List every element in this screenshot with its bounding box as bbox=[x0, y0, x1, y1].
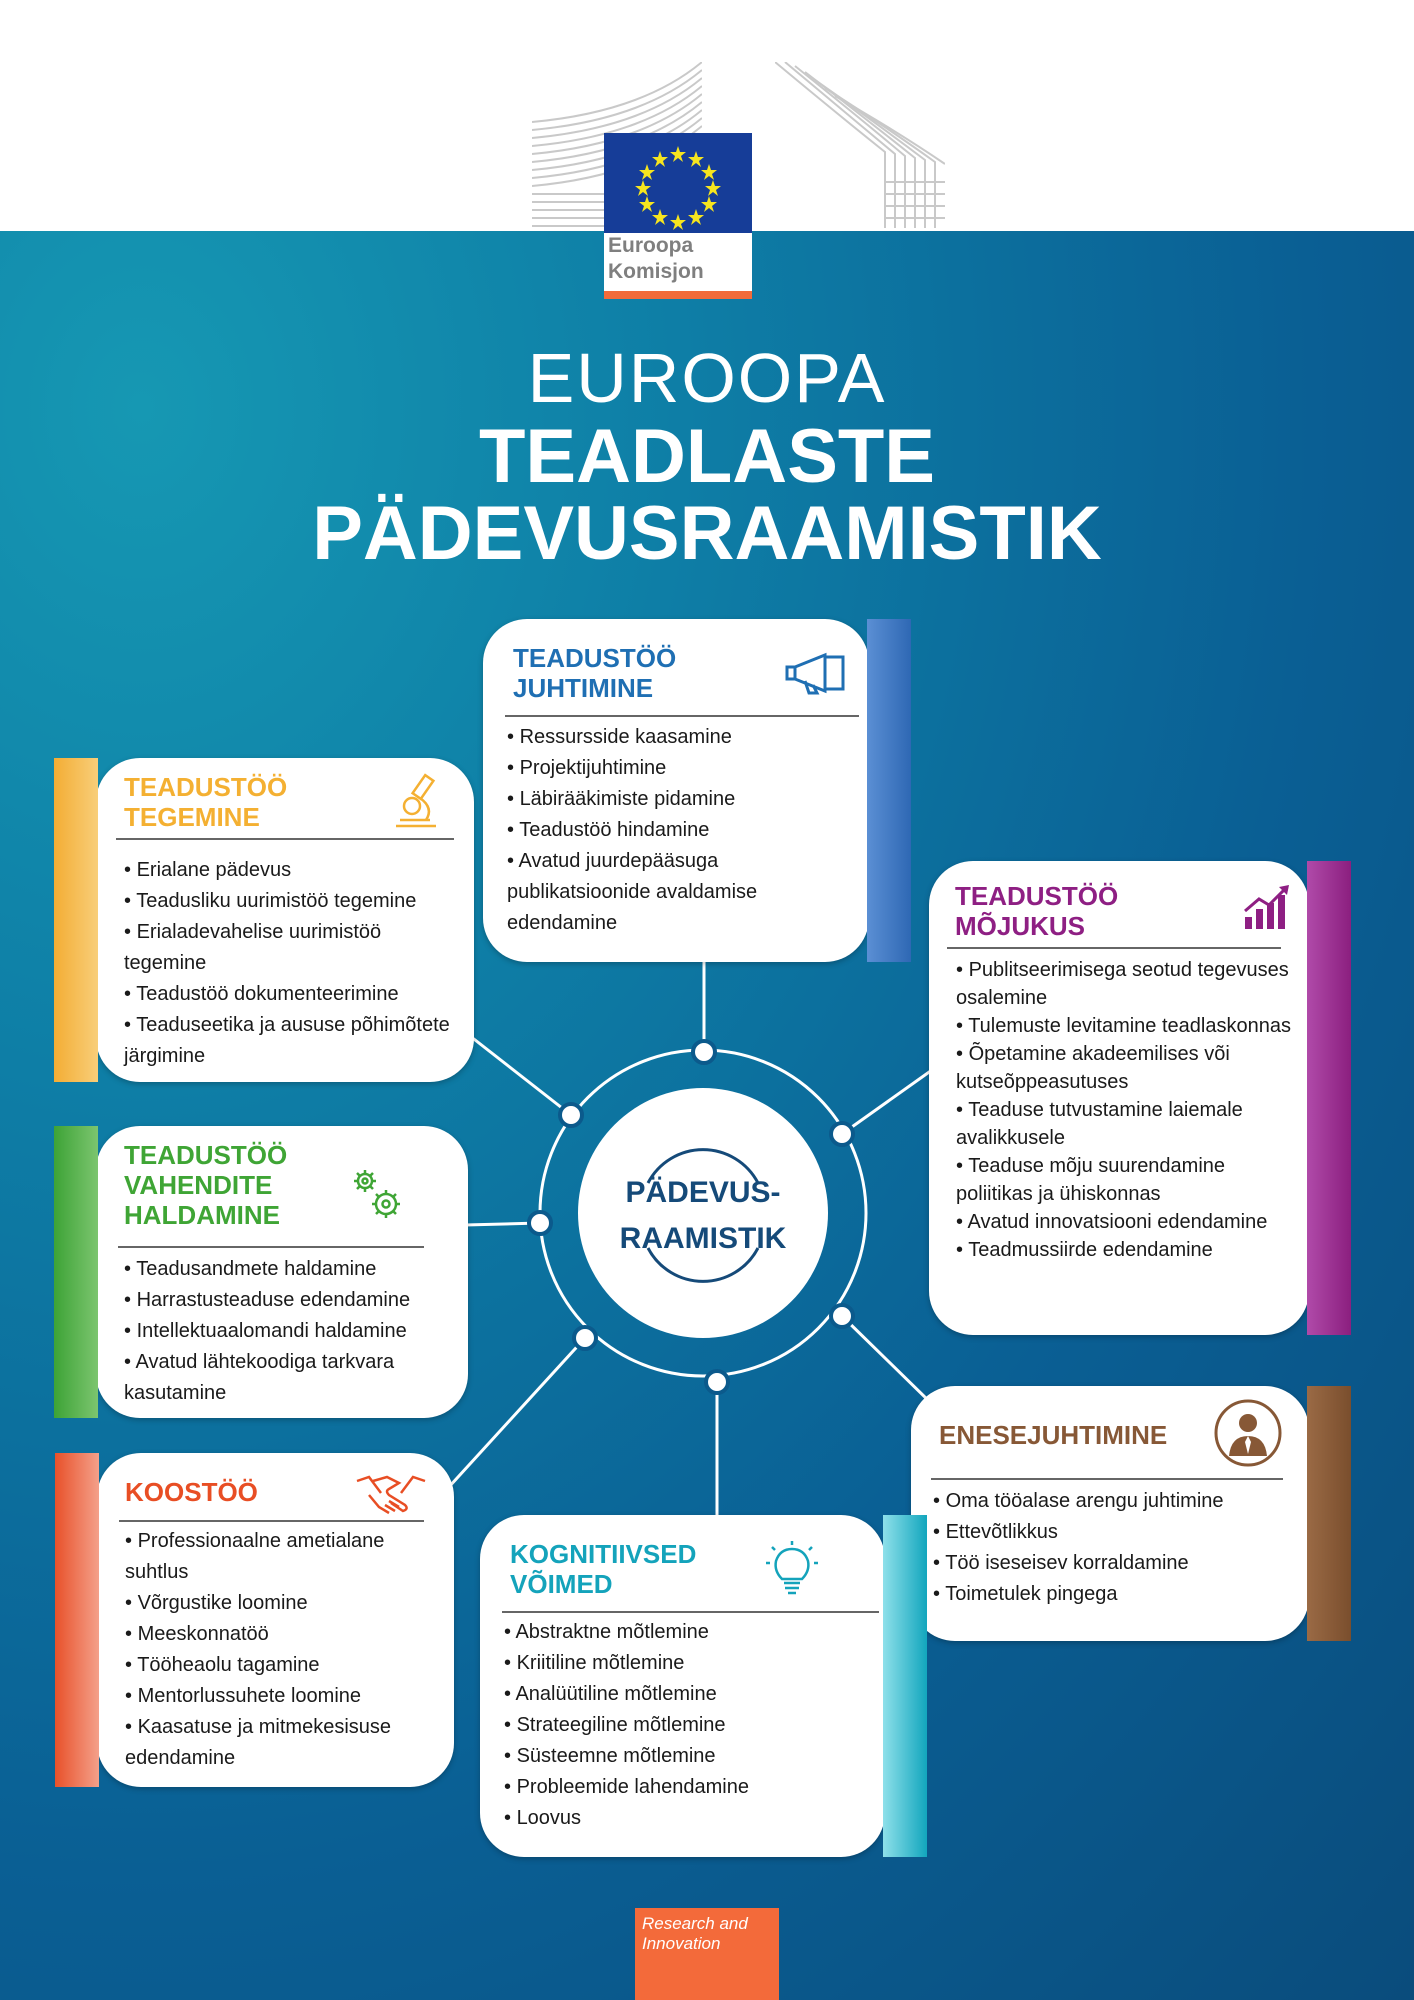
list-item: • Teadusliku uurimistöö tegemine bbox=[124, 886, 466, 917]
card-cooperation bbox=[97, 1453, 454, 1787]
list-item: • Teaduseetika ja aususe põhimõtete järgimine bbox=[124, 1010, 466, 1072]
title-line-3: PÄDEVUSRAAMISTIK bbox=[312, 491, 1102, 576]
connector-line bbox=[448, 1338, 585, 1488]
card-item-list bbox=[507, 722, 847, 939]
card-cognitive-abilities bbox=[480, 1515, 885, 1857]
card-color-stripe bbox=[1307, 861, 1351, 1335]
card-title bbox=[124, 772, 287, 832]
ring-node bbox=[706, 1371, 728, 1393]
list-item: • Toimetulek pingega bbox=[933, 1579, 1283, 1610]
ring-node bbox=[831, 1123, 853, 1145]
title-line-2: TEADLASTE bbox=[479, 414, 935, 499]
card-item-list bbox=[933, 1486, 1283, 1610]
list-item: • Töö iseseisev korraldamine bbox=[933, 1548, 1283, 1579]
list-item: • Teadustöö dokumenteerimine bbox=[124, 979, 466, 1010]
card-title-line: JUHTIMINE bbox=[513, 673, 654, 703]
list-item: • Võrgustike loomine bbox=[125, 1588, 445, 1619]
list-item: • Mentorlussuhete loomine bbox=[125, 1681, 445, 1712]
list-item: • Kriitiline mõtlemine bbox=[504, 1648, 844, 1679]
card-divider bbox=[502, 1611, 879, 1613]
list-item: • Süsteemne mõtlemine bbox=[504, 1741, 844, 1772]
card-color-stripe bbox=[1307, 1386, 1351, 1641]
connector-line bbox=[842, 1316, 932, 1404]
ring-node bbox=[529, 1212, 551, 1234]
card-color-stripe bbox=[54, 1126, 98, 1418]
card-item-list bbox=[504, 1617, 844, 1834]
handshake-icon bbox=[355, 1471, 427, 1517]
lightbulb-icon bbox=[764, 1539, 820, 1599]
list-item: • Teadusandmete haldamine bbox=[124, 1254, 464, 1285]
center-arcs bbox=[578, 1088, 828, 1338]
card-color-stripe bbox=[55, 1453, 99, 1787]
person-icon bbox=[1213, 1398, 1283, 1468]
card-color-stripe bbox=[54, 758, 98, 1082]
list-item: • Loovus bbox=[504, 1803, 844, 1834]
list-item: • Teaduse mõju suurendamine poliitikas ja ühiskonnas bbox=[956, 1152, 1291, 1208]
list-item: • Läbirääkimiste pidamine bbox=[507, 784, 847, 815]
logo-line-2: Komisjon bbox=[608, 260, 704, 283]
list-item: • Erialane pädevus bbox=[124, 855, 466, 886]
card-color-stripe bbox=[867, 619, 911, 962]
card-title-line: TEADUSTÖÖ bbox=[955, 881, 1119, 911]
card-color-stripe bbox=[883, 1515, 927, 1857]
card-title-line: TEGEMINE bbox=[124, 802, 260, 832]
list-item: • Professionaalne ametialane suhtlus bbox=[125, 1526, 445, 1588]
center-label-line-1: PÄDEVUS- bbox=[625, 1176, 781, 1209]
card-divider bbox=[119, 1520, 424, 1522]
list-item: • Tööheaolu tagamine bbox=[125, 1650, 445, 1681]
center-label-line-2: RAAMISTIK bbox=[619, 1222, 787, 1255]
list-item: • Erialadevahelise uurimistöö tegemine bbox=[124, 917, 466, 979]
logo-line-1: Euroopa bbox=[608, 234, 694, 257]
list-item: • Strateegiline mõtlemine bbox=[504, 1710, 844, 1741]
card-title bbox=[510, 1539, 696, 1599]
list-item: • Avatud innovatsiooni edendamine bbox=[956, 1208, 1291, 1236]
card-title-line: HALDAMINE bbox=[124, 1200, 280, 1230]
list-item: • Publitseerimisega seotud tegevuses osalemine bbox=[956, 956, 1291, 1012]
card-divider bbox=[118, 1246, 424, 1248]
card-title bbox=[939, 1420, 1167, 1450]
card-title-line: VAHENDITE bbox=[124, 1170, 273, 1200]
card-divider bbox=[947, 947, 1281, 949]
megaphone-icon bbox=[785, 651, 847, 695]
card-title bbox=[124, 1140, 287, 1230]
card-self-management bbox=[911, 1386, 1309, 1641]
card-divider bbox=[505, 715, 859, 717]
list-item: • Teadmussiirde edendamine bbox=[956, 1236, 1291, 1264]
list-item: • Analüütiline mõtlemine bbox=[504, 1679, 844, 1710]
list-item: • Kaasatuse ja mitmekesisuse edendamine bbox=[125, 1712, 445, 1774]
list-item: • Projektijuhtimine bbox=[507, 753, 847, 784]
card-doing-research bbox=[96, 758, 474, 1082]
list-item: • Avatud juurdepääsuga publikatsioonide avaldamise edendamine bbox=[507, 846, 847, 939]
ring-node bbox=[693, 1041, 715, 1063]
card-item-list bbox=[124, 1254, 464, 1409]
list-item: • Teadustöö hindamine bbox=[507, 815, 847, 846]
gears-icon bbox=[348, 1166, 408, 1226]
card-title-line: MÕJUKUS bbox=[955, 911, 1086, 941]
card-title bbox=[513, 643, 676, 703]
list-item: • Intellektuaalomandi haldamine bbox=[124, 1316, 464, 1347]
card-item-list bbox=[124, 855, 466, 1072]
list-item: • Ettevõtlikkus bbox=[933, 1517, 1283, 1548]
list-item: • Oma tööalase arengu juhtimine bbox=[933, 1486, 1283, 1517]
list-item: • Teaduse tutvustamine laiemale avalikkusele bbox=[956, 1096, 1291, 1152]
card-divider bbox=[931, 1478, 1283, 1480]
card-title-line: KOOSTÖÖ bbox=[125, 1477, 258, 1507]
center-disc bbox=[578, 1088, 828, 1338]
list-item: • Tulemuste levitamine teadlaskonnas bbox=[956, 1012, 1291, 1040]
research-innovation-badge bbox=[635, 1908, 779, 2000]
title-line-1: EUROOPA bbox=[527, 339, 887, 417]
list-item: • Harrastusteaduse edendamine bbox=[124, 1285, 464, 1316]
microscope-icon bbox=[390, 772, 442, 832]
connector-line bbox=[470, 1036, 571, 1115]
card-item-list bbox=[125, 1526, 445, 1774]
card-title bbox=[125, 1477, 258, 1507]
list-item: • Ressursside kaasamine bbox=[507, 722, 847, 753]
footer-line-2: Innovation bbox=[642, 1934, 721, 1953]
card-title-line: ENESEJUHTIMINE bbox=[939, 1420, 1168, 1450]
card-title bbox=[955, 881, 1118, 941]
card-research-management bbox=[483, 619, 869, 962]
card-title-line: TEADUSTÖÖ bbox=[124, 772, 288, 802]
ring-node bbox=[831, 1305, 853, 1327]
list-item: • Avatud lähtekoodiga tarkvara kasutamine bbox=[124, 1347, 464, 1409]
card-research-resources bbox=[96, 1126, 468, 1418]
list-item: • Probleemide lahendamine bbox=[504, 1772, 844, 1803]
list-item: • Meeskonnatöö bbox=[125, 1619, 445, 1650]
card-title-line: VÕIMED bbox=[510, 1569, 613, 1599]
list-item: • Abstraktne mõtlemine bbox=[504, 1617, 844, 1648]
connector-line bbox=[842, 1070, 932, 1134]
card-item-list bbox=[956, 956, 1291, 1264]
growth-chart-icon bbox=[1243, 883, 1293, 931]
card-divider bbox=[116, 838, 454, 840]
footer-line-1: Research and bbox=[642, 1914, 748, 1933]
card-title-line: KOGNITIIVSED bbox=[510, 1539, 697, 1569]
card-title-line: TEADUSTÖÖ bbox=[124, 1140, 288, 1170]
card-research-impact bbox=[929, 861, 1309, 1335]
list-item: • Õpetamine akadeemilises või kutseõppeasutuses bbox=[956, 1040, 1291, 1096]
card-title-line: TEADUSTÖÖ bbox=[513, 643, 677, 673]
